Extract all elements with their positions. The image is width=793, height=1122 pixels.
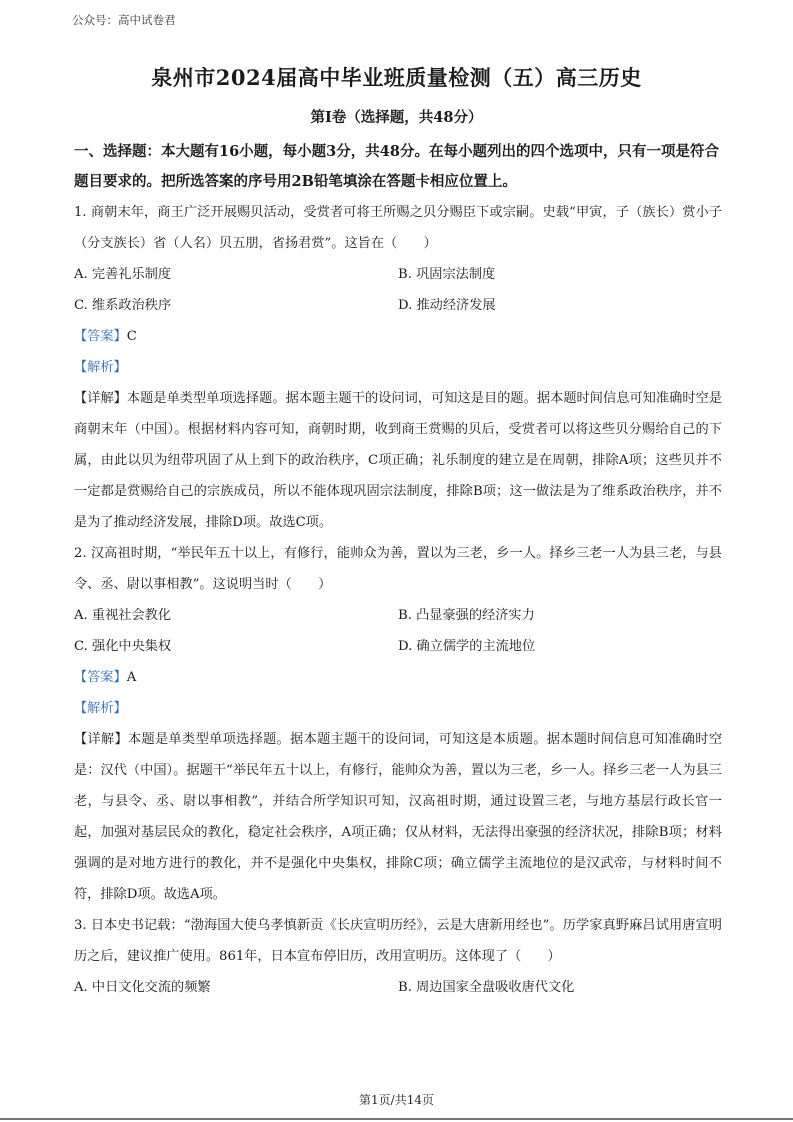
answer-label: 【答案】 bbox=[74, 670, 127, 685]
question-3 bbox=[74, 910, 722, 1003]
document-body bbox=[74, 137, 722, 1003]
option-d: D. 确立儒学的主流地位 bbox=[398, 639, 536, 654]
option-b: B. 巩固宗法制度 bbox=[398, 267, 496, 282]
question-stem: 2. 汉高祖时期，“举民年五十以上，有修行，能帅众为善，置以为三老，乡一人。择乡三老一人为县三老，与县令、丞、尉以事相教”。这说明当时（ ） bbox=[74, 546, 722, 592]
option-c: C. 维系政治秩序 bbox=[74, 298, 172, 313]
page-number: 第1页/共14页 bbox=[359, 1093, 434, 1107]
detail-text: 本题是单类型单项选择题。据本题主题干的设问词，可知这是目的题。据本题时间信息可知准确时空是商朝末年（中国）。根据材料内容可知，商朝时期，收到商王赏赐的贝后，受赏者可以将这些贝分赐给自己的下属，由此以贝为纽带巩固了从上到下的政治秩序，C项正确；礼乐制度的建立是在周朝，排除A项；这些贝并不一定都是赏赐给自己的宗族成员，所以不能体现巩固宗法制度，排除B项；这一做法是为了维系政治秩序，并不是为了推动经济发展，排除D项。故选C项。 bbox=[74, 391, 723, 530]
bottom-divider bbox=[0, 1118, 793, 1120]
instruction-text: 一、选择题：本大题有16小题，每小题3分，共48分。在每小题列出的四个选项中，只有一项是符合题目要求的。把所选答案的序号用2B铅笔填涂在答题卡相应位置上。 bbox=[74, 143, 719, 190]
question-2 bbox=[74, 538, 722, 910]
answer-value: A bbox=[126, 670, 137, 685]
section-title: 第I卷（选择题，共48分） bbox=[310, 109, 483, 126]
option-c: C. 强化中央集权 bbox=[74, 639, 172, 654]
option-list bbox=[74, 259, 722, 321]
question-1 bbox=[74, 197, 722, 538]
detail-text: 本题是单类型单项选择题。据本题主题干的设问词，可知这是本质题。据本题时间信息可知准确时空是：汉代（中国）。据题干“举民年五十以上，有修行，能帅众为善，置以为三老，乡一人。择乡三老一人为县三老，与县令、丞、尉以事相教”，并结合所学知识可知，汉高祖时期，通过设置三老，与地方基层行政长官一起，加强对基层民众的教化，稳定社会秩序，A项正确；仅从材料，无法得出豪强的经济状况，排除B项；材料强调的是对地方进行的教化，并不是强化中央集权，排除C项；确立儒学主流地位的是汉武帝，与材料时间不符，排除D项。故选A项。 bbox=[74, 732, 723, 902]
answer-line bbox=[74, 321, 722, 352]
option-a: A. 重视社会教化 bbox=[74, 608, 172, 623]
answer-value: C bbox=[126, 329, 137, 344]
analysis-label: 【解析】 bbox=[74, 701, 127, 716]
option-b: B. 周边国家全盘吸收唐代文化 bbox=[398, 980, 575, 995]
option-d: D. 推动经济发展 bbox=[398, 298, 496, 313]
detail-label: 【详解】 bbox=[74, 391, 127, 406]
option-a: A. 完善礼乐制度 bbox=[74, 267, 172, 282]
page-title: 泉州市2024届高中毕业班质量检测（五）高三历史 bbox=[151, 65, 642, 90]
detail-paragraph bbox=[74, 383, 722, 538]
detail-paragraph bbox=[74, 724, 722, 910]
option-list bbox=[74, 972, 722, 1003]
question-stem: 3. 日本史书记载：“渤海国大使乌孝慎新贡《长庆宣明历经》，云是大唐新用经也”。历学家真野麻吕试用唐宣明历之后，建议推广使用。861年，日本宣布停旧历，改用宣明历。这体现了（ ） bbox=[74, 918, 722, 964]
answer-line bbox=[74, 662, 722, 693]
option-a: A. 中日文化交流的频繁 bbox=[74, 980, 211, 995]
detail-label: 【详解】 bbox=[74, 732, 129, 747]
analysis-label: 【解析】 bbox=[74, 360, 127, 375]
question-stem: 1. 商朝末年，商王广泛开展赐贝活动，受赏者可将王所赐之贝分赐臣下或宗嗣。史载“甲寅，子（族长）赏小子（分支族长）省（人名）贝五朋，省扬君赏”。这旨在（ ） bbox=[74, 205, 722, 251]
option-b: B. 凸显豪强的经济实力 bbox=[398, 608, 535, 623]
watermark-text: 公众号：高中试卷君 bbox=[72, 13, 176, 27]
option-list bbox=[74, 600, 722, 662]
answer-label: 【答案】 bbox=[74, 329, 127, 344]
